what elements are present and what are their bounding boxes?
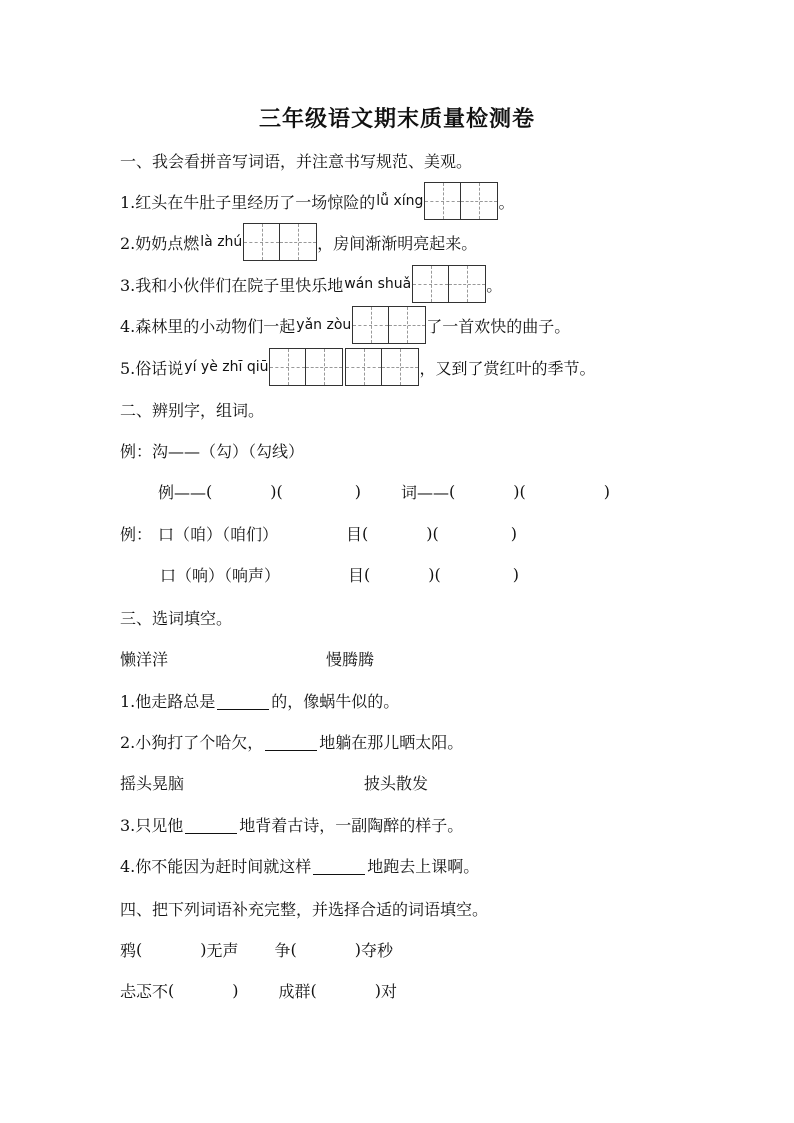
s1-item-3: 3.我和小伙伴们在院子里快乐地 wán shuǎ 。 — [120, 265, 502, 303]
pinyin: wán shuǎ — [344, 276, 412, 292]
writing-grid[interactable] — [243, 223, 317, 261]
s1-item-2: 2.奶奶点燃 là zhú ，房间渐渐明亮起来。 — [120, 223, 477, 261]
section2-heading: 二、辨别字，组词。 — [120, 400, 265, 420]
s4-row-2: 忐忑不 ( ) 成群 ( ) 对 — [120, 980, 398, 1001]
s2-row-1: 例—— ( ) ( ) 词—— ( ) ( ) — [158, 481, 611, 502]
writing-grid-group[interactable] — [269, 348, 419, 386]
s2-example-1: 例：沟——（勾）（勾线） — [120, 441, 305, 461]
pinyin: là zhú — [200, 234, 243, 250]
fill-blank[interactable] — [217, 691, 269, 710]
s1-item-4: 4.森林里的小动物们一起 yǎn zòu 了一首欢快的曲子。 — [120, 306, 570, 344]
s3-item-1: 1.他走路总是 的，像蜗牛似的。 — [120, 691, 400, 711]
s2-row-2: 口（响）（响声） 目 ( ) ( ) — [160, 564, 520, 585]
writing-grid[interactable] — [412, 265, 486, 303]
section4-heading: 四、把下列词语补充完整，并选择合适的词语填空。 — [120, 899, 489, 919]
writing-grid[interactable] — [424, 182, 498, 220]
s3-item-2: 2.小狗打了个哈欠， 地躺在那儿晒太阳。 — [120, 732, 464, 752]
s3-word-pair-1: 懒洋洋 慢腾腾 — [120, 649, 375, 669]
s3-word-pair-2: 摇头晃脑 披头散发 — [120, 773, 429, 793]
s3-item-3: 3.只见他 地背着古诗，一副陶醉的样子。 — [120, 815, 464, 835]
pinyin: lǚ xíng — [376, 193, 424, 209]
s1-item-1: 1.红头在牛肚子里经历了一场惊险的 lǚ xíng 。 — [120, 182, 514, 220]
pinyin: yǎn zòu — [296, 317, 352, 333]
fill-blank[interactable] — [185, 815, 237, 834]
fill-blank[interactable] — [265, 732, 317, 751]
s2-example-2: 例： 口（咱）（咱们） 目 ( ) ( ) — [120, 523, 518, 544]
pinyin: yí yè zhī qiū — [184, 359, 269, 375]
section3-heading: 三、选词填空。 — [120, 608, 233, 628]
s3-item-4: 4.你不能因为赶时间就这样 地跑去上课啊。 — [120, 856, 480, 876]
writing-grid[interactable] — [352, 306, 426, 344]
s1-item-5: 5.俗话说 yí yè zhī qiū ，又到了赏红叶的季节。 — [120, 348, 595, 386]
page-title: 三年级语文期末质量检测卷 — [258, 106, 535, 132]
section1-heading: 一、我会看拼音写词语，并注意书写规范、美观。 — [120, 151, 473, 171]
fill-blank[interactable] — [313, 856, 365, 875]
s4-row-1: 鸦 ( ) 无声 争 ( ) 夺秒 — [120, 939, 394, 960]
